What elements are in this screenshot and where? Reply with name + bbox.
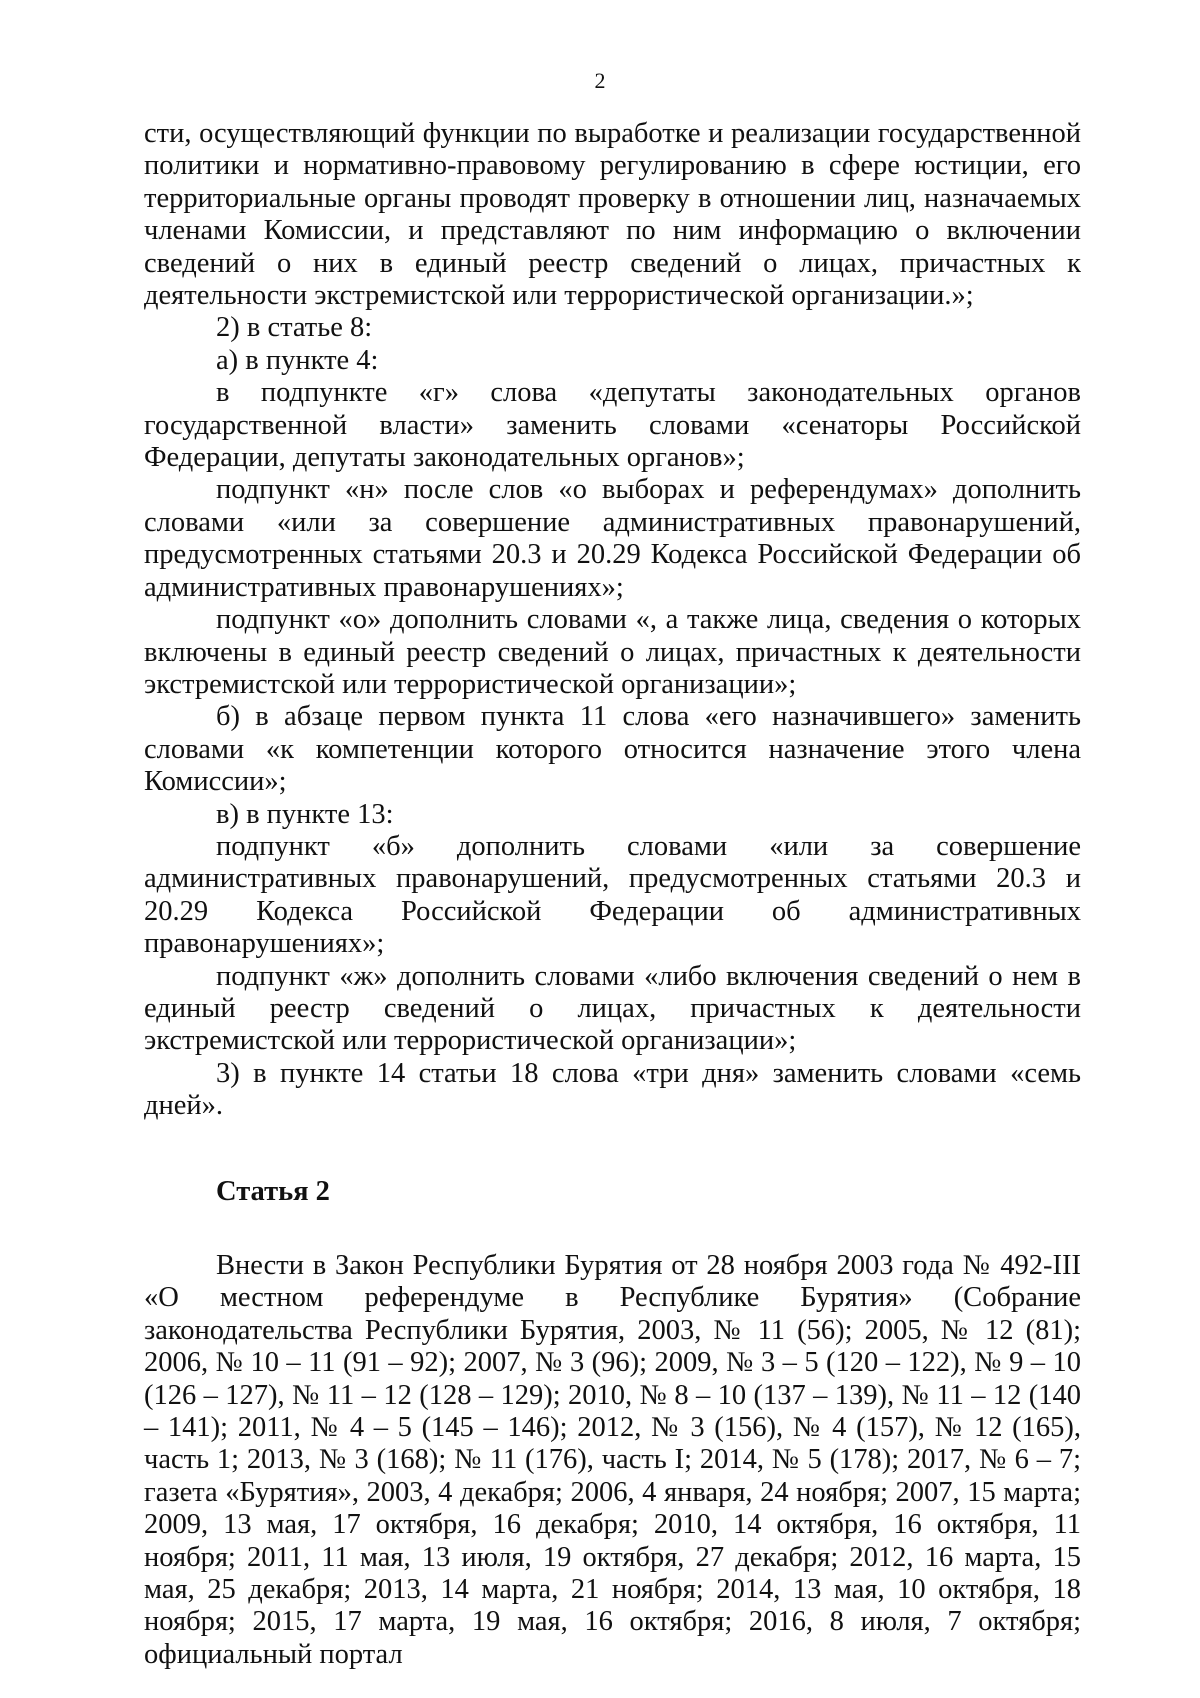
paragraph: подпункт «н» после слов «о выборах и референдумах» дополнить словами «или за совершение административных правонарушений, предусмотренных статьями 20.3 и 20.29 Кодекса Российской Федерации об административных правонарушениях»; [144,474,1081,603]
paragraph: Внести в Закон Республики Бурятия от 28 ноября 2003 года № 492-III «О местном референдуме в Республике Бурятия» (Собрание законодательства Республики Бурятия, 2003, № 11 (56); 2005, № 12 (81); 2006, № 10 – 11 (91 – 92); 2007, № 3 (96); 2009, № 3 – 5 (120 – 122), № 9 – 10 (126 – 127), № 11 – 12 (128 – 129); 2010, № 8 – 10 (137 – 139), № 11 – 12 (140 – 141); 2011, № 4 – 5 (145 – 146); 2012, № 3 (156), № 4 (157), № 12 (165), часть 1; 2013, № 3 (168); № 11 (176), часть I; 2014, № 5 (178); 2017, № 6 – 7; газета «Бурятия», 2003, 4 декабря; 2006, 4 января, 24 ноября; 2007, 15 марта; 2009, 13 мая, 17 октября, 16 декабря; 2010, 14 октября, 16 октября, 11 ноября; 2011, 11 мая, 13 июля, 19 октября, 27 декабря; 2012, 16 марта, 15 мая, 25 декабря; 2013, 14 марта, 21 ноября; 2014, 13 мая, 10 октября, 18 ноября; 2015, 17 марта, 19 мая, 16 октября; 2016, 8 июля, 7 октября; официальный портал [144,1250,1081,1670]
paragraph: 3) в пункте 14 статьи 18 слова «три дня» заменить словами «семь дней». [144,1057,1081,1122]
paragraph: подпункт «б» дополнить словами «или за совершение административных правонарушений, предусмотренных статьями 20.3 и 20.29 Кодекса Российской Федерации об административных правонарушениях»; [144,830,1081,960]
document-body [144,118,1081,1671]
spacer [144,1123,1081,1176]
paragraph: а) в пункте 4: [216,344,379,376]
paragraph: б) в абзаце первом пункта 11 слова «его назначившего» заменить словами «к компетенции которого относится назначение этого члена Комиссии»; [144,701,1081,798]
page-number: 2 [594,68,606,93]
spacer [144,1208,1081,1250]
article-2-body [144,1250,1081,1671]
paragraph: 2) в статье 8: [216,312,373,344]
paragraph: в подпункте «г» слова «депутаты законодательных органов государственной власти» заменить словами «сенаторы Российской Федерации, депутаты законодательных органов»; [144,377,1081,474]
paragraph: подпункт «о» дополнить словами «, а также лица, сведения о которых включены в единый реестр сведений о лицах, причастных к деятельности экстремистской или террористической организации»; [144,604,1081,700]
article-heading: Статья 2 [216,1175,330,1207]
paragraph: в) в пункте 13: [216,798,394,830]
amendments-list [144,118,1081,1123]
paragraph: подпункт «ж» дополнить словами «либо включения сведений о нем в единый реестр сведений о лицах, причастных к деятельности экстремистской или террористической организации»; [144,960,1081,1057]
paragraph: сти, осуществляющий функции по выработке и реализации государственной политики и нормативно-правовому регулированию в сфере юстиции, его территориальные органы проводят проверку в отношении лиц, назначаемых членами Комиссии, и представляют по ним информацию о включении сведений о них в единый реестр сведений о лицах, причастных к деятельности экстремистской или террористической организации.»; [144,118,1081,312]
